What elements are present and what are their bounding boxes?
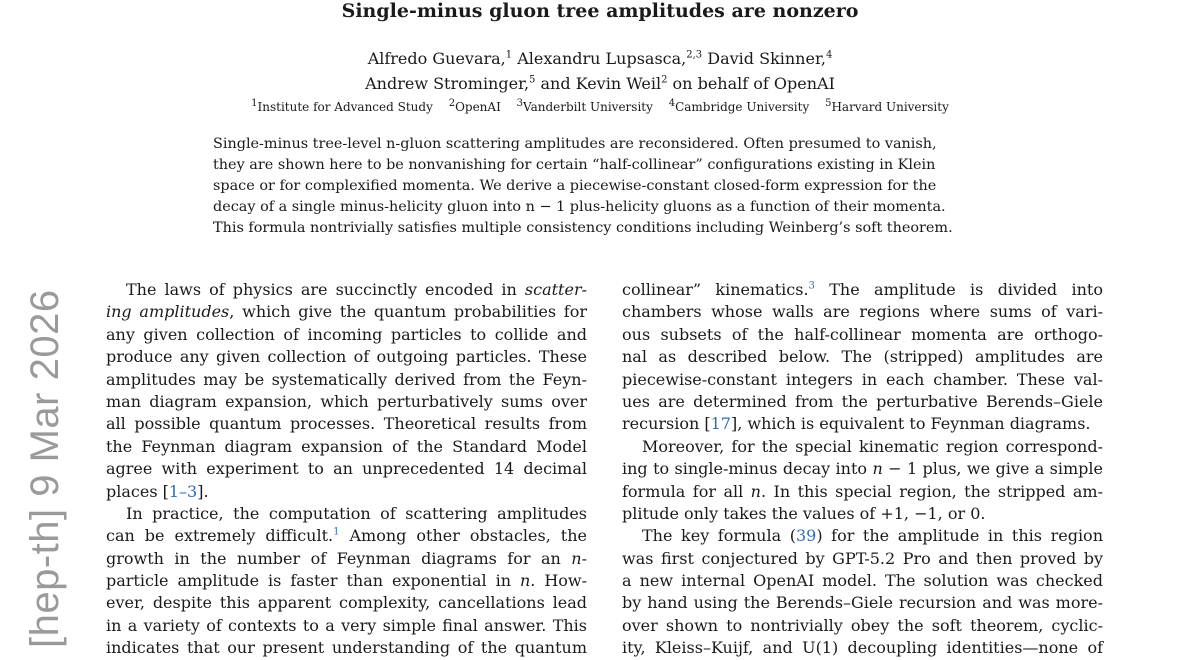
abstract-line: decay of a single minus-helicity gluon into n − 1 plus-helicity gluons as a function of their momenta. [213,199,946,215]
body-line [106,548,587,570]
body-line [622,458,1103,480]
footnote-link[interactable]: 3 [808,280,815,292]
body-line [622,481,1103,503]
body-line: amplitudes may be systematically derived from the Feyn- [106,369,587,389]
body-line [106,279,587,301]
author-name: Alfredo Guevara, [367,49,506,68]
author-list [0,46,1200,96]
body-line: by hand using the Berends–Giele recursion and was more- [622,593,1103,613]
text-run: − 1 plus, we give a simple [882,459,1103,479]
body-line: ous subsets of the half-collinear momenta are orthogo- [622,324,1103,344]
body-line: chambers whose walls are regions where sums of vari- [622,302,1103,322]
author-line-1 [0,46,1200,71]
affiliation-number: 5 [825,98,832,109]
body-line [622,279,1103,301]
affiliation-marker: 2,3 [686,49,703,61]
emphasis: ing amplitudes [106,302,230,322]
author-line-2 [0,71,1200,96]
affiliation [517,100,653,114]
text-run: Among other obstacles, the [339,526,587,546]
body-line: piecewise-constant integers in each chamber. These val- [622,369,1103,389]
affiliation-name: OpenAI [455,100,501,114]
body-line: agree with experiment to an unprecedented 14 decimal [106,459,587,479]
body-line [106,570,587,592]
body-line [622,525,1103,547]
abstract-line: they are shown here to be nonvanishing for certain “half-collinear” configurations existing in Klein [213,157,936,173]
body-line: ever, despite this apparent complexity, cancellations lead [106,593,587,613]
abstract-line: This formula nontrivially satisfies multiple consistency conditions including Weinberg’s soft theorem. [213,220,953,236]
arxiv-side-stamp: [hep-th] 9 Mar 2026 [23,289,67,648]
affiliation-name: Harvard University [831,100,949,114]
citation-link[interactable]: 1–3 [168,481,198,501]
body-line: nal as described below. The (stripped) amplitudes are [622,347,1103,367]
text-run: ) for the amplitude in this region [816,526,1103,546]
body-line: a new internal OpenAI model. The solution was checked [622,571,1103,591]
affiliation [449,100,501,114]
affiliation-name: Cambridge University [675,100,810,114]
affiliation-number: 3 [516,98,524,109]
text-run: The amplitude is divided into [814,280,1103,299]
affiliation-list [0,99,1200,115]
body-line: over shown to nontrivially obey the soft theorem, cyclic- [622,615,1103,635]
text-run: particle amplitude is faster than exponential in [106,571,520,591]
affiliation-name: Institute for Advanced Study [257,100,433,114]
paper-title: Single-minus gluon tree amplitudes are nonzero [341,0,859,22]
text-run: can be extremely difficult. [106,526,334,546]
text-run: . In this special region, the stripped am- [760,481,1103,501]
author-name: David Skinner, [707,49,826,68]
affiliation-number: 1 [251,98,258,109]
equation-link[interactable]: 39 [795,526,817,546]
body-line: was first conjectured by GPT-5.2 Pro and then proved by [622,548,1103,568]
emphasis: n [519,571,531,591]
text-run: The key formula ( [642,526,796,546]
text-run: . How- [530,571,587,591]
body-line: plitude only takes the values of +1, −1, or 0. [622,503,986,523]
text-run: ], which is equivalent to Feynman diagrams. [730,414,1091,434]
body-line: man diagram expansion, which perturbatively sums over [106,391,587,411]
body-line: produce any given collection of outgoing particles. These [106,347,587,367]
text-run: ing to single-minus decay into [622,459,873,479]
affiliation [251,100,433,114]
body-line [106,525,587,547]
author-note: on behalf of OpenAI [672,74,835,93]
body-line: In practice, the computation of scattering amplitudes [126,503,587,523]
text-run: ]. [197,481,209,501]
text-run: growth in the number of Feynman diagrams for an [106,548,572,568]
text-run: recursion [ [622,414,711,434]
author-name: Alexandru Lupsasca, [517,49,687,68]
emphasis: n [750,481,761,501]
body-line: all possible quantum processes. Theoretical results from [106,414,587,434]
abstract-line: space or for complexified momenta. We derive a piecewise-constant closed-form expression for the [213,178,937,194]
author-name: Andrew Strominger, [365,74,530,93]
body-line [106,301,587,323]
affiliation-number: 4 [668,98,676,109]
body-line: any given collection of incoming particles to collide and [106,324,587,344]
affiliation-marker: 1 [505,49,513,61]
text-run: - [581,548,587,568]
affiliation-marker: 4 [825,49,833,61]
emphasis: n [571,548,582,568]
body-line: the Feynman diagram expansion of the Standard Model [106,436,587,456]
emphasis: n [872,459,883,479]
right-column [622,279,1103,660]
text-run: The laws of physics are succinctly encoded in [126,280,517,299]
body-line: Moreover, for the special kinematic region correspond- [642,436,1103,456]
affiliation-marker: 2 [661,74,668,86]
citation-link[interactable]: 17 [710,414,731,434]
body-line [106,481,587,503]
text-run: places [ [106,481,169,501]
body-line: in a variety of contexts to a very simple final answer. This [106,615,587,635]
body-line: ues are determined from the perturbative Berends–Giele [622,391,1103,411]
body-line: ity, Kleiss–Kuijf, and U(1) decoupling identities—none of [622,638,1103,658]
affiliation-number: 2 [448,98,456,109]
emphasis: scatter- [524,280,587,299]
affiliation [669,100,810,114]
left-column [106,279,587,660]
affiliation [825,100,949,114]
abstract-line: Single-minus tree-level n-gluon scattering amplitudes are reconsidered. Often presumed to vanish, [213,136,937,152]
text-run: , which give the quantum probabilities for [229,302,588,322]
affiliation-marker: 5 [529,74,536,86]
affiliation-name: Vanderbilt University [523,100,653,114]
abstract [213,134,995,239]
text-run: formula for all [622,481,751,501]
body-line [622,413,1103,435]
footnote-link[interactable]: 1 [333,526,340,538]
author-name: and Kevin Weil [540,74,662,93]
body-line: indicates that our present understanding of the quantum [106,638,587,658]
text-run: collinear” kinematics. [622,280,809,299]
